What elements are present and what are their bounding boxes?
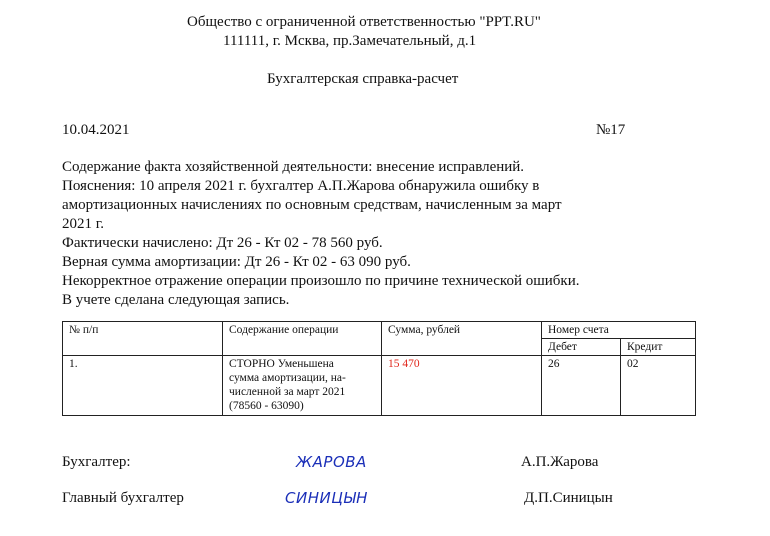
body-line: амортизационных начислениях по основным средствам, начисленным за март bbox=[62, 197, 562, 213]
table-header-row bbox=[63, 322, 696, 339]
body-line: В учете сделана следующая запись. bbox=[62, 292, 290, 308]
header-content: Содержание операции bbox=[223, 322, 382, 356]
body-line: Некорректное отражение операции произошло по причине технической ошибки. bbox=[62, 273, 580, 289]
body-line: Фактически начислено: Дт 26 - Кт 02 - 78 560 руб. bbox=[62, 235, 383, 251]
accountant-name: А.П.Жарова bbox=[521, 454, 599, 470]
chief-role: Главный бухгалтер bbox=[62, 490, 184, 506]
row-content-line: (78560 - 63090) bbox=[229, 400, 304, 412]
chief-name: Д.П.Синицын bbox=[524, 490, 613, 506]
document-number: №17 bbox=[596, 122, 626, 138]
row-debit: 26 bbox=[542, 356, 621, 416]
body-line: Пояснения: 10 апреля 2021 г. бухгалтер А.П.Жарова обнаружила ошибку в bbox=[62, 178, 540, 194]
row-content-line: сумма амортизации, на- bbox=[229, 372, 346, 384]
table-row bbox=[63, 356, 696, 416]
chief-signature: СИНИЦЫН bbox=[285, 489, 368, 507]
row-sum: 15 470 bbox=[382, 356, 542, 416]
accountant-role: Бухгалтер: bbox=[62, 454, 131, 470]
row-content-line: СТОРНО Уменьшена bbox=[229, 358, 334, 370]
header-debit: Дебет bbox=[542, 339, 621, 356]
header-credit: Кредит bbox=[621, 339, 696, 356]
row-num: 1. bbox=[63, 356, 223, 416]
organization-name: Общество с ограниченной ответственностью "PPT.RU" bbox=[187, 14, 541, 30]
header-num: № п/п bbox=[63, 322, 223, 356]
organization-address: 111111, г. Мсква, пр.Замечательный, д.1 bbox=[223, 33, 477, 49]
row-content-line: численной за март 2021 bbox=[229, 386, 346, 398]
document-title: Бухгалтерская справка-расчет bbox=[267, 71, 459, 87]
document-date: 10.04.2021 bbox=[62, 122, 130, 138]
row-credit: 02 bbox=[621, 356, 696, 416]
accountant-signature: ЖАРОВА bbox=[296, 453, 367, 471]
header-sum: Сумма, рублей bbox=[382, 322, 542, 356]
body-line: Верная сумма амортизации: Дт 26 - Кт 02 - 63 090 руб. bbox=[62, 254, 411, 270]
body-line: Содержание факта хозяйственной деятельности: внесение исправлений. bbox=[62, 159, 525, 175]
header-account: Номер счета bbox=[542, 322, 696, 339]
body-line: 2021 г. bbox=[62, 216, 104, 232]
body-text bbox=[62, 158, 580, 310]
row-content bbox=[223, 356, 382, 416]
operations-table bbox=[62, 321, 696, 416]
